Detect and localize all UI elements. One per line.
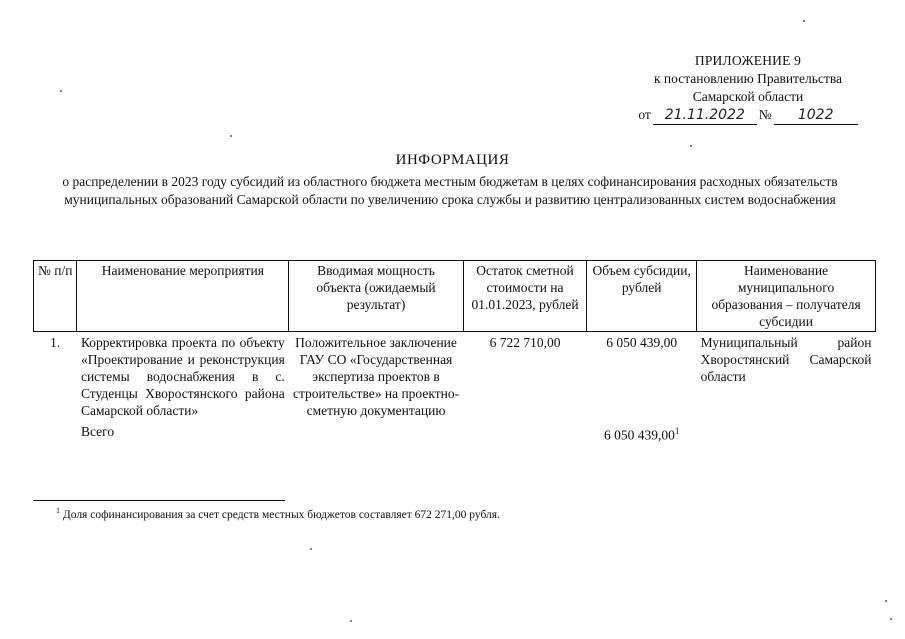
- cell-subsidy: 6 050 439,00: [606, 335, 678, 350]
- document-subtitle: о распределении в 2023 году субсидий из областного бюджета местным бюджетам в целях софинансирования расходных обязательств муниципальных образований Самарской области по увеличению срока службы и развитию централизованных систем водоснабжения: [62, 174, 838, 207]
- total-value: 6 050 439,00: [604, 427, 675, 443]
- total-footnote-mark: 1: [674, 426, 680, 436]
- total-empty-cell: [697, 421, 876, 446]
- cell-recipient: Муниципальный район Хворостянский Самарской области: [700, 335, 872, 384]
- total-value-cell: [587, 421, 697, 446]
- header-num: № п/п: [34, 261, 77, 332]
- cell-remaining-cost: 6 722 710,00: [489, 335, 561, 350]
- appendix-line-2: Самарской области: [692, 89, 804, 104]
- scan-speck: [690, 145, 692, 147]
- footnote-mark: 1: [56, 506, 60, 515]
- appendix-block: [633, 52, 863, 125]
- date-prefix: от: [638, 107, 651, 122]
- number-prefix: №: [758, 107, 772, 122]
- scan-speck: [230, 135, 232, 137]
- header-subsidy: Объем субсидии, рублей: [587, 261, 697, 332]
- cell-event: Корректировка проекта по объекту «Проектирование и реконструкция системы водоснабжения в с. Студенцы Хворостянского района Самарской области»: [80, 335, 285, 418]
- appendix-title: ПРИЛОЖЕНИЕ 9: [694, 53, 802, 68]
- footnote-separator: [33, 500, 285, 501]
- scan-speck: [310, 548, 312, 550]
- header-event: Наименование мероприятия: [77, 261, 289, 332]
- total-label: Всего: [80, 424, 115, 439]
- footnote: [56, 506, 500, 521]
- scan-speck: [885, 600, 887, 602]
- handwritten-date: 21.11.2022: [653, 106, 757, 125]
- subsidy-table: [33, 260, 876, 446]
- total-empty-cell: [463, 421, 586, 446]
- document-title: ИНФОРМАЦИЯ: [395, 152, 510, 168]
- header-remaining-cost: Остаток сметной стоимости на 01.01.2023, рублей: [463, 261, 586, 332]
- cell-result: Положительное заключение ГАУ СО «Государственная экспертиза проектов в строительстве» на проектно-сметную документацию: [292, 335, 460, 418]
- header-result: Вводимая мощность объекта (ожидаемый результат): [289, 261, 464, 332]
- scan-speck: [890, 618, 892, 620]
- total-empty-cell: [34, 421, 77, 446]
- cell-num: 1.: [50, 335, 61, 350]
- table-header-row: [34, 261, 876, 332]
- appendix-line-1: к постановлению Правительства: [653, 71, 843, 86]
- scan-speck: [803, 20, 805, 22]
- total-empty-cell: [289, 421, 464, 446]
- handwritten-number: 1022: [774, 106, 858, 125]
- table-total-row: [34, 421, 876, 446]
- footnote-text: Доля софинансирования за счет средств местных бюджетов составляет 672 271,00 рубля.: [62, 508, 500, 521]
- scan-speck: [350, 620, 352, 622]
- header-recipient: Наименование муниципального образования – получателя субсидии: [697, 261, 876, 332]
- scan-speck: [60, 90, 62, 92]
- date-number-line: [633, 106, 863, 125]
- table-row: [34, 332, 876, 422]
